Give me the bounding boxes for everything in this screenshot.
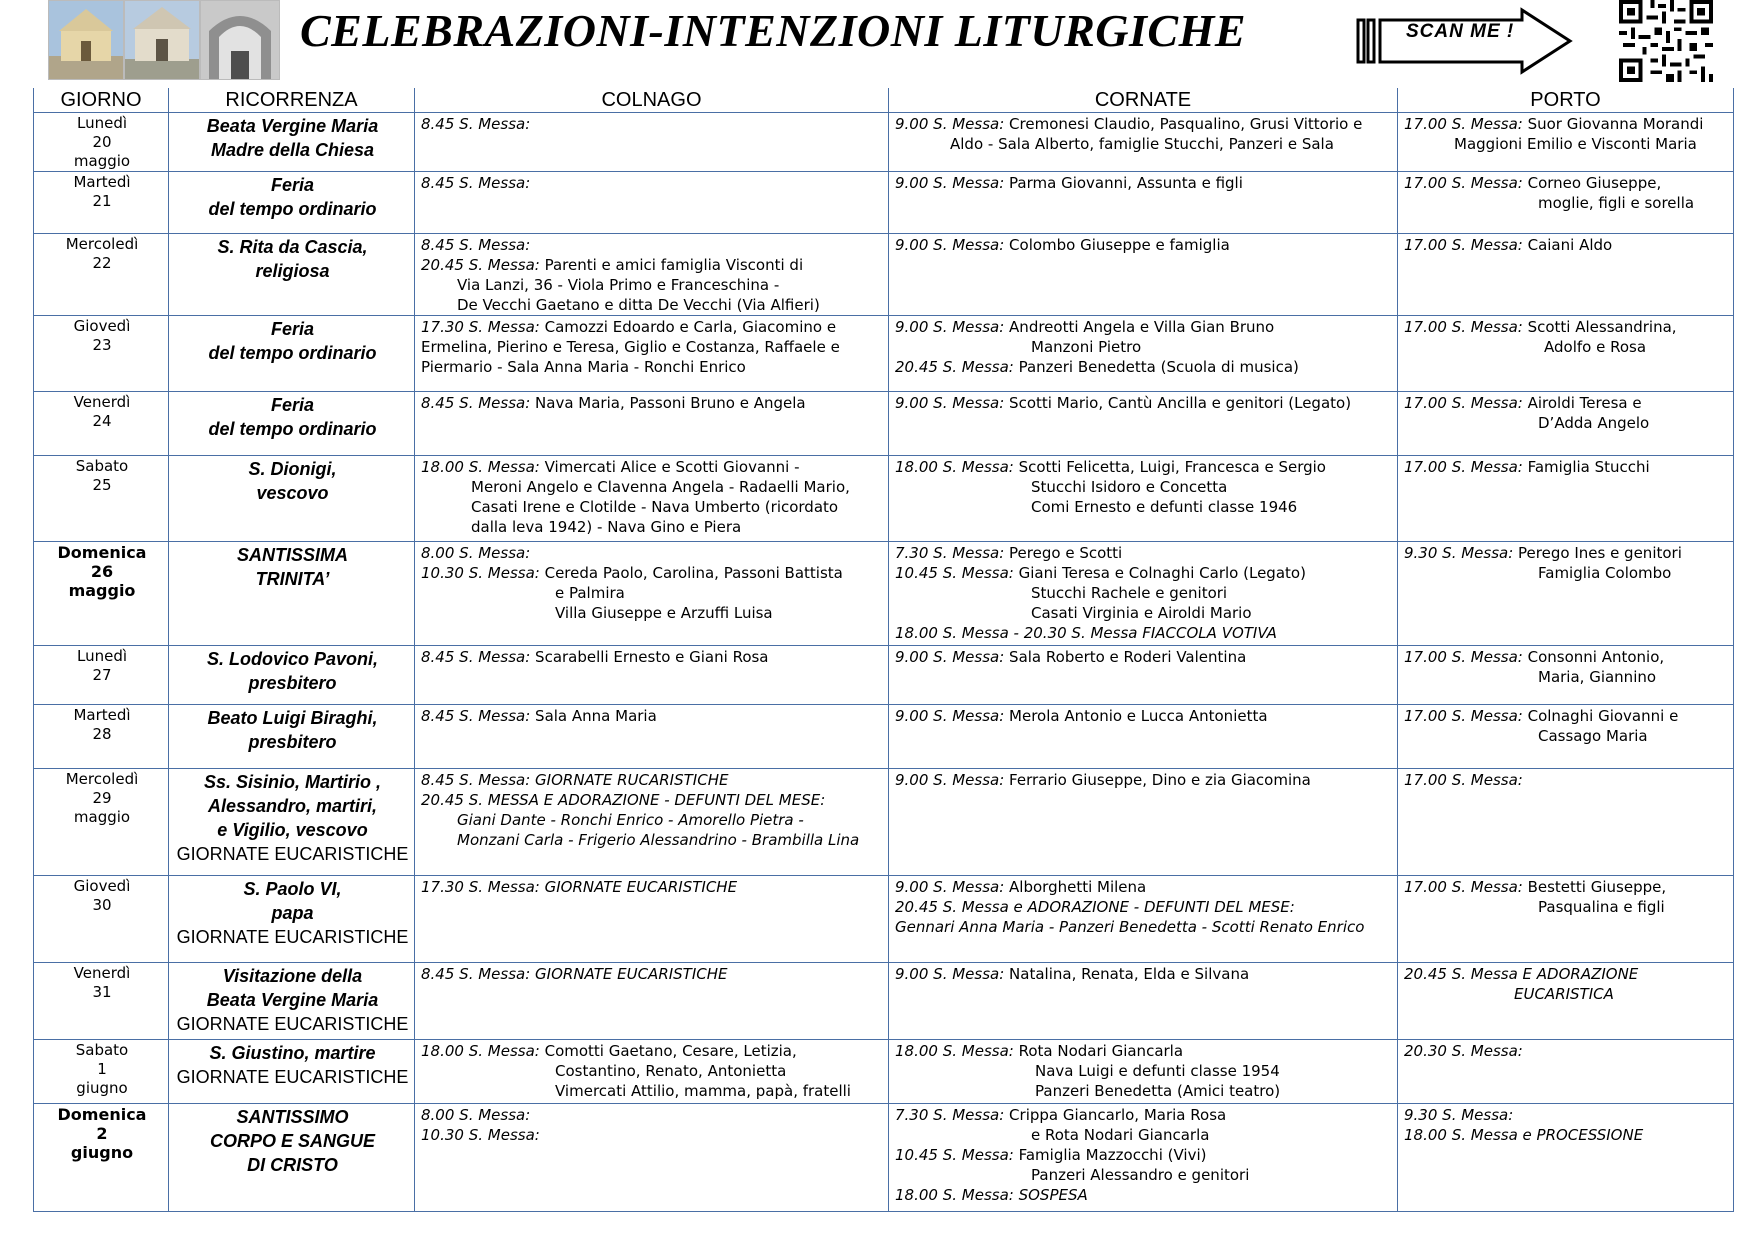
- church-photo-3: [200, 0, 280, 80]
- occurrence-cell: [169, 542, 415, 646]
- table-row: [34, 1104, 1734, 1212]
- occurrence-line: S. Giustino, martire: [209, 1043, 376, 1063]
- church-photo-2: [124, 0, 200, 80]
- colnago-line: 20.45 S. Messa: Parenti e amici famiglia Visconti di: [421, 256, 804, 274]
- occurrence-line: Alessandro, martiri,: [207, 796, 378, 816]
- colnago-line: 8.45 S. Messa: Scarabelli Ernesto e Giani Rosa: [421, 648, 769, 666]
- occurrence-line: SANTISSIMA: [236, 545, 348, 565]
- cornate-line: 9.00 S. Messa: Ferrario Giuseppe, Dino e zia Giacomina: [895, 771, 1311, 789]
- occurrence-cell: [169, 172, 415, 234]
- day-line: Venerdì: [73, 393, 131, 411]
- porto-cell: [1398, 234, 1734, 316]
- day-line: maggio: [73, 152, 131, 170]
- porto-cell: [1398, 542, 1734, 646]
- day-cell: [34, 963, 169, 1040]
- porto-cell: [1398, 876, 1734, 963]
- page-title: CELEBRAZIONI-INTENZIONI LITURGICHE: [300, 5, 1247, 56]
- cornate-line: Panzeri Benedetta (Amici teatro): [1035, 1082, 1281, 1100]
- day-line: maggio: [73, 808, 131, 826]
- column-header-colnago: COLNAGO: [415, 88, 889, 113]
- cornate-line: Manzoni Pietro: [1031, 338, 1142, 356]
- occurrence-cell: [169, 876, 415, 963]
- colnago-line: 17.30 S. Messa: Camozzi Edoardo e Carla, Giacomino e: [421, 318, 837, 336]
- colnago-cell: [415, 172, 889, 234]
- table-row: [34, 963, 1734, 1040]
- colnago-line: Giani Dante - Ronchi Enrico - Amorello Pietra -: [457, 811, 804, 829]
- day-line: Venerdì: [73, 964, 131, 982]
- colnago-cell: [415, 542, 889, 646]
- occurrence-cell: [169, 113, 415, 172]
- occurrence-line: presbitero: [248, 673, 337, 693]
- cornate-cell: [889, 963, 1398, 1040]
- cornate-cell: [889, 113, 1398, 172]
- colnago-line: 18.00 S. Messa: Comotti Gaetano, Cesare, Letizia,: [421, 1042, 797, 1060]
- colnago-line: Villa Giuseppe e Arzuffi Luisa: [555, 604, 773, 622]
- occurrence-line: del tempo ordinario: [208, 343, 377, 363]
- day-cell: [34, 705, 169, 769]
- cornate-line: 9.00 S. Messa: Cremonesi Claudio, Pasqualino, Grusi Vittorio e: [895, 115, 1363, 133]
- day-line: 22: [92, 254, 112, 272]
- occurrence-line: DI CRISTO: [247, 1155, 338, 1175]
- day-line: 2: [96, 1124, 108, 1143]
- occurrence-line: TRINITA’: [255, 569, 330, 589]
- cornate-line: 9.00 S. Messa: Scotti Mario, Cantù Ancilla e genitori (Legato): [895, 394, 1352, 412]
- colnago-cell: [415, 646, 889, 705]
- porto-line: moglie, figli e sorella: [1538, 194, 1695, 212]
- cornate-line: 20.45 S. Messa e ADORAZIONE - DEFUNTI DEL MESE:: [895, 898, 1295, 916]
- occurrence-line: Madre della Chiesa: [210, 140, 375, 160]
- day-line: 30: [92, 896, 112, 914]
- colnago-cell: [415, 705, 889, 769]
- day-line: Martedì: [73, 706, 131, 724]
- day-line: Sabato: [75, 457, 129, 475]
- occurrence-line: papa: [271, 903, 314, 923]
- porto-cell: [1398, 769, 1734, 876]
- porto-line: 17.00 S. Messa:: [1404, 771, 1523, 789]
- cornate-line: 9.00 S. Messa: Andreotti Angela e Villa Gian Bruno: [895, 318, 1275, 336]
- colnago-line: 8.45 S. Messa: Sala Anna Maria: [421, 707, 657, 725]
- colnago-line: 8.45 S. Messa: Nava Maria, Passoni Bruno e Angela: [421, 394, 806, 412]
- porto-line: 17.00 S. Messa: Consonni Antonio,: [1404, 648, 1665, 666]
- colnago-cell: [415, 234, 889, 316]
- day-line: 26: [90, 562, 114, 581]
- day-line: Lunedì: [76, 114, 128, 132]
- day-line: Mercoledì: [65, 770, 139, 788]
- porto-cell: [1398, 113, 1734, 172]
- cornate-cell: [889, 769, 1398, 876]
- table-row: [34, 456, 1734, 542]
- cornate-cell: [889, 456, 1398, 542]
- colnago-line: dalla leva 1942) - Nava Gino e Piera: [471, 518, 742, 536]
- cornate-line: Stucchi Isidoro e Concetta: [1031, 478, 1228, 496]
- liturgical-schedule-table: [33, 88, 1734, 1212]
- day-cell: [34, 1104, 169, 1212]
- table-row: [34, 392, 1734, 456]
- table-row: [34, 542, 1734, 646]
- porto-line: 17.00 S. Messa: Corneo Giuseppe,: [1404, 174, 1662, 192]
- occurrence-line: del tempo ordinario: [208, 419, 377, 439]
- cornate-line: Casati Virginia e Airoldi Mario: [1031, 604, 1252, 622]
- occurrence-line: CORPO E SANGUE: [209, 1131, 376, 1151]
- colnago-line: Casati Irene e Clotilde - Nava Umberto (ricordato: [471, 498, 839, 516]
- day-line: 1: [97, 1060, 107, 1078]
- cornate-cell: [889, 392, 1398, 456]
- colnago-line: 8.45 S. Messa: GIORNATE EUCARISTICHE: [421, 965, 728, 983]
- occurrence-line: religiosa: [255, 261, 330, 281]
- occurrence-cell: [169, 769, 415, 876]
- column-header-porto: PORTO: [1398, 88, 1734, 113]
- occurrence-line: GIORNATE EUCARISTICHE: [176, 1067, 409, 1087]
- occurrence-cell: [169, 234, 415, 316]
- occurrence-line: Feria: [270, 395, 315, 415]
- cornate-cell: [889, 172, 1398, 234]
- table-row: [34, 1040, 1734, 1104]
- cornate-cell: [889, 316, 1398, 392]
- day-cell: [34, 876, 169, 963]
- occurrence-cell: [169, 646, 415, 705]
- porto-line: Adolfo e Rosa: [1544, 338, 1647, 356]
- table-row: [34, 172, 1734, 234]
- colnago-line: 8.45 S. Messa:: [421, 174, 531, 192]
- table-row: [34, 316, 1734, 392]
- day-cell: [34, 1040, 169, 1104]
- porto-line: 17.00 S. Messa: Scotti Alessandrina,: [1404, 318, 1677, 336]
- cornate-line: 9.00 S. Messa: Merola Antonio e Lucca Antonietta: [895, 707, 1268, 725]
- cornate-line: 10.45 S. Messa: Giani Teresa e Colnaghi Carlo (Legato): [895, 564, 1306, 582]
- day-cell: [34, 316, 169, 392]
- colnago-cell: [415, 769, 889, 876]
- colnago-cell: [415, 876, 889, 963]
- occurrence-cell: [169, 963, 415, 1040]
- colnago-line: e Palmira: [555, 584, 625, 602]
- occurrence-cell: [169, 705, 415, 769]
- column-header-cornate: CORNATE: [889, 88, 1398, 113]
- church-photo-1: [48, 0, 124, 80]
- cornate-line: 18.00 S. Messa: Rota Nodari Giancarla: [895, 1042, 1184, 1060]
- colnago-cell: [415, 113, 889, 172]
- cornate-cell: [889, 234, 1398, 316]
- occurrence-line: GIORNATE EUCARISTICHE: [176, 1014, 409, 1034]
- occurrence-line: Beato Luigi Biraghi,: [207, 708, 378, 728]
- porto-cell: [1398, 456, 1734, 542]
- table-header-row: [34, 88, 1734, 113]
- colnago-line: Via Lanzi, 36 - Viola Primo e Franceschina -: [457, 276, 780, 294]
- porto-line: Maria, Giannino: [1538, 668, 1657, 686]
- cornate-line: Aldo - Sala Alberto, famiglie Stucchi, Panzeri e Sala: [950, 135, 1334, 153]
- colnago-line: 8.00 S. Messa:: [421, 1106, 531, 1124]
- day-cell: [34, 542, 169, 646]
- table-row: [34, 234, 1734, 316]
- occurrence-line: presbitero: [248, 732, 337, 752]
- day-cell: [34, 646, 169, 705]
- day-cell: [34, 456, 169, 542]
- cornate-line: Nava Luigi e defunti classe 1954: [1035, 1062, 1280, 1080]
- occurrence-cell: [169, 316, 415, 392]
- colnago-line: De Vecchi Gaetano e ditta De Vecchi (Via Alfieri): [457, 296, 820, 314]
- cornate-line: 20.45 S. Messa: Panzeri Benedetta (Scuola di musica): [895, 358, 1299, 376]
- colnago-line: 17.30 S. Messa: GIORNATE EUCARISTICHE: [421, 878, 738, 896]
- occurrence-line: Feria: [270, 175, 315, 195]
- cornate-line: 10.45 S. Messa: Famiglia Mazzocchi (Vivi): [895, 1146, 1207, 1164]
- colnago-line: Ermelina, Pierino e Teresa, Giglio e Costanza, Raffaele e: [421, 338, 840, 356]
- porto-line: 18.00 S. Messa e PROCESSIONE: [1404, 1126, 1644, 1144]
- day-line: maggio: [68, 581, 136, 600]
- colnago-line: 8.00 S. Messa:: [421, 544, 531, 562]
- table-row: [34, 113, 1734, 172]
- cornate-line: 7.30 S. Messa: Perego e Scotti: [895, 544, 1123, 562]
- day-line: Sabato: [75, 1041, 129, 1059]
- porto-cell: [1398, 172, 1734, 234]
- porto-line: Famiglia Colombo: [1538, 564, 1672, 582]
- porto-line: 9.30 S. Messa:: [1404, 1106, 1514, 1124]
- porto-line: Pasqualina e figli: [1538, 898, 1665, 916]
- colnago-line: Monzani Carla - Frigerio Alessandrino - Brambilla Lina: [457, 831, 860, 849]
- colnago-line: Vimercati Attilio, mamma, papà, fratelli: [555, 1082, 851, 1100]
- day-line: Martedì: [73, 173, 131, 191]
- occurrence-line: Ss. Sisinio, Martirio ,: [203, 772, 382, 792]
- day-line: Domenica: [57, 543, 147, 562]
- cornate-line: 7.30 S. Messa: Crippa Giancarlo, Maria Rosa: [895, 1106, 1227, 1124]
- occurrence-line: S. Paolo VI,: [243, 879, 342, 899]
- occurrence-line: Visitazione della: [222, 966, 363, 986]
- colnago-line: 10.30 S. Messa:: [421, 1126, 540, 1144]
- colnago-line: Costantino, Renato, Antonietta: [555, 1062, 787, 1080]
- cornate-line: 9.00 S. Messa: Parma Giovanni, Assunta e figli: [895, 174, 1243, 192]
- occurrence-line: del tempo ordinario: [208, 199, 377, 219]
- occurrence-line: SANTISSIMO: [236, 1107, 349, 1127]
- scan-me-label: SCAN ME !: [1406, 21, 1515, 42]
- page-header: [0, 0, 1754, 88]
- colnago-line: 8.45 S. Messa:: [421, 236, 531, 254]
- day-line: 29: [92, 789, 112, 807]
- table-row: [34, 646, 1734, 705]
- porto-line: 20.30 S. Messa:: [1404, 1042, 1523, 1060]
- occurrence-cell: [169, 392, 415, 456]
- colnago-line: Piermario - Sala Anna Maria - Ronchi Enrico: [421, 358, 746, 376]
- porto-line: 17.00 S. Messa: Bestetti Giuseppe,: [1404, 878, 1667, 896]
- colnago-line: Meroni Angelo e Clavenna Angela - Radaelli Mario,: [471, 478, 850, 496]
- cornate-line: 9.00 S. Messa: Alborghetti Milena: [895, 878, 1147, 896]
- day-line: 21: [92, 192, 112, 210]
- occurrence-line: GIORNATE EUCARISTICHE: [176, 927, 409, 947]
- cornate-line: Comi Ernesto e defunti classe 1946: [1031, 498, 1298, 516]
- porto-line: 17.00 S. Messa: Famiglia Stucchi: [1404, 458, 1650, 476]
- porto-line: Maggioni Emilio e Visconti Maria: [1454, 135, 1697, 153]
- cornate-line: 18.00 S. Messa - 20.30 S. Messa FIACCOLA VOTIVA: [895, 624, 1277, 642]
- column-header-giorno: GIORNO: [34, 88, 169, 113]
- cornate-cell: [889, 705, 1398, 769]
- colnago-line: 18.00 S. Messa: Vimercati Alice e Scotti Giovanni -: [421, 458, 800, 476]
- porto-cell: [1398, 705, 1734, 769]
- porto-cell: [1398, 316, 1734, 392]
- colnago-cell: [415, 316, 889, 392]
- porto-cell: [1398, 963, 1734, 1040]
- cornate-cell: [889, 646, 1398, 705]
- cornate-line: e Rota Nodari Giancarla: [1031, 1126, 1210, 1144]
- day-line: 25: [92, 476, 112, 494]
- colnago-cell: [415, 392, 889, 456]
- day-line: Giovedì: [73, 317, 131, 335]
- cornate-cell: [889, 542, 1398, 646]
- cornate-cell: [889, 876, 1398, 963]
- colnago-cell: [415, 1104, 889, 1212]
- colnago-cell: [415, 456, 889, 542]
- porto-line: D’Adda Angelo: [1538, 414, 1650, 432]
- porto-line: Cassago Maria: [1538, 727, 1648, 745]
- colnago-cell: [415, 1040, 889, 1104]
- porto-cell: [1398, 1040, 1734, 1104]
- occurrence-line: Feria: [270, 319, 315, 339]
- day-line: 31: [92, 983, 112, 1001]
- occurrence-line: vescovo: [256, 483, 329, 503]
- porto-line: 17.00 S. Messa: Suor Giovanna Morandi: [1404, 115, 1704, 133]
- day-line: Mercoledì: [65, 235, 139, 253]
- porto-line: 9.30 S. Messa: Perego Ines e genitori: [1404, 544, 1682, 562]
- porto-line: 17.00 S. Messa: Airoldi Teresa e: [1404, 394, 1642, 412]
- occurrence-line: e Vigilio, vescovo: [217, 820, 368, 840]
- colnago-cell: [415, 963, 889, 1040]
- table-row: [34, 705, 1734, 769]
- porto-line: 20.45 S. Messa E ADORAZIONE: [1404, 965, 1639, 983]
- day-cell: [34, 113, 169, 172]
- occurrence-cell: [169, 1040, 415, 1104]
- cornate-line: 9.00 S. Messa: Colombo Giuseppe e famiglia: [895, 236, 1230, 254]
- day-cell: [34, 769, 169, 876]
- day-line: 23: [92, 336, 112, 354]
- colnago-line: 10.30 S. Messa: Cereda Paolo, Carolina, Passoni Battista: [421, 564, 843, 582]
- day-line: 27: [92, 666, 112, 684]
- occurrence-line: Beata Vergine Maria: [206, 990, 379, 1010]
- occurrence-cell: [169, 1104, 415, 1212]
- day-line: giugno: [70, 1143, 134, 1162]
- day-line: Domenica: [57, 1105, 147, 1124]
- porto-line: EUCARISTICA: [1514, 985, 1614, 1003]
- day-line: 28: [92, 725, 112, 743]
- porto-line: 17.00 S. Messa: Caiani Aldo: [1404, 236, 1613, 254]
- occurrence-cell: [169, 456, 415, 542]
- porto-cell: [1398, 646, 1734, 705]
- cornate-line: 9.00 S. Messa: Sala Roberto e Roderi Valentina: [895, 648, 1247, 666]
- cornate-line: Gennari Anna Maria - Panzeri Benedetta - Scotti Renato Enrico: [895, 918, 1365, 936]
- porto-cell: [1398, 1104, 1734, 1212]
- table-row: [34, 876, 1734, 963]
- day-line: 20: [92, 133, 112, 151]
- occurrence-line: S. Dionigi,: [248, 459, 337, 479]
- occurrence-line: S. Lodovico Pavoni,: [206, 649, 379, 669]
- day-cell: [34, 172, 169, 234]
- occurrence-line: Beata Vergine Maria: [206, 116, 379, 136]
- occurrence-line: GIORNATE EUCARISTICHE: [176, 844, 409, 864]
- porto-cell: [1398, 392, 1734, 456]
- day-cell: [34, 234, 169, 316]
- day-line: 24: [92, 412, 112, 430]
- colnago-line: 8.45 S. Messa: GIORNATE RUCARISTICHE: [421, 771, 729, 789]
- occurrence-line: S. Rita da Cascia,: [217, 237, 368, 257]
- qr-code-icon[interactable]: [1618, 0, 1714, 82]
- day-line: giugno: [76, 1079, 128, 1097]
- cornate-line: 18.00 S. Messa: Scotti Felicetta, Luigi, Francesca e Sergio: [895, 458, 1326, 476]
- cornate-cell: [889, 1040, 1398, 1104]
- day-cell: [34, 392, 169, 456]
- colnago-line: 20.45 S. MESSA E ADORAZIONE - DEFUNTI DEL MESE:: [421, 791, 826, 809]
- cornate-line: 18.00 S. Messa: SOSPESA: [895, 1186, 1088, 1204]
- cornate-line: Panzeri Alessandro e genitori: [1031, 1166, 1250, 1184]
- colnago-line: 8.45 S. Messa:: [421, 115, 531, 133]
- day-line: Giovedì: [73, 877, 131, 895]
- table-row: [34, 769, 1734, 876]
- cornate-line: Stucchi Rachele e genitori: [1031, 584, 1228, 602]
- porto-line: 17.00 S. Messa: Colnaghi Giovanni e: [1404, 707, 1679, 725]
- cornate-line: 9.00 S. Messa: Natalina, Renata, Elda e Silvana: [895, 965, 1250, 983]
- cornate-cell: [889, 1104, 1398, 1212]
- day-line: Lunedì: [76, 647, 128, 665]
- column-header-ricorrenza: RICORRENZA: [169, 88, 415, 113]
